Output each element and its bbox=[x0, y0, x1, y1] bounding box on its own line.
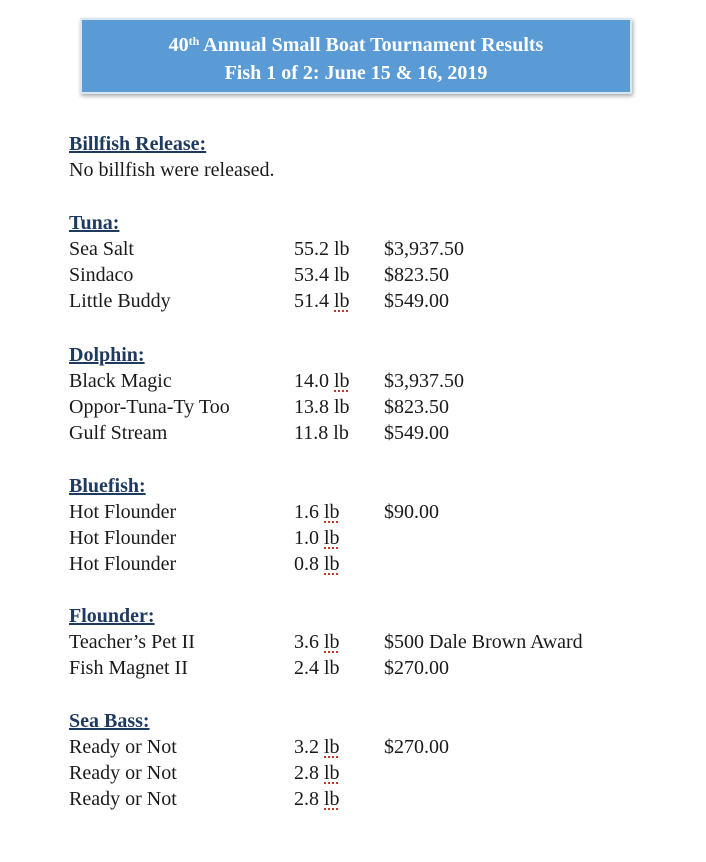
weight-unit: lb bbox=[324, 762, 340, 784]
result-row bbox=[69, 368, 669, 394]
fish-weight: 2.8 lb bbox=[294, 788, 340, 810]
boat-name: Hot Flounder bbox=[69, 553, 177, 575]
section-dolphin bbox=[69, 342, 669, 446]
fish-weight: 51.4 lb bbox=[294, 290, 350, 312]
boat-name: Hot Flounder bbox=[69, 527, 177, 549]
banner-subtitle: Fish 1 of 2: June 15 & 16, 2019 bbox=[224, 62, 488, 84]
fish-weight: 55.2 lb bbox=[294, 238, 350, 260]
weight-unit: lb bbox=[324, 657, 340, 679]
weight-unit: lb bbox=[324, 553, 340, 575]
section-title: Dolphin: bbox=[69, 344, 145, 366]
banner-ordinal-suffix: th bbox=[188, 34, 200, 48]
section-tuna bbox=[69, 210, 669, 314]
result-row bbox=[69, 394, 669, 420]
section-flounder bbox=[69, 603, 669, 681]
weight-unit: lb bbox=[334, 290, 350, 312]
fish-weight: 13.8 lb bbox=[294, 396, 350, 418]
prize-amount: $823.50 bbox=[384, 264, 449, 286]
fish-weight: 11.8 lb bbox=[294, 422, 349, 444]
boat-name: Sea Salt bbox=[69, 238, 134, 260]
prize-amount: $270.00 bbox=[384, 736, 449, 758]
prize-amount: $549.00 bbox=[384, 290, 449, 312]
weight-unit: lb bbox=[324, 501, 340, 523]
weight-unit: lb bbox=[334, 238, 350, 260]
boat-name: Sindaco bbox=[69, 264, 134, 286]
section-bluefish bbox=[69, 473, 669, 577]
result-row bbox=[69, 499, 669, 525]
boat-name: Ready or Not bbox=[69, 788, 177, 810]
section-billfish-release bbox=[69, 131, 669, 183]
result-row bbox=[69, 236, 669, 262]
weight-unit: lb bbox=[333, 422, 349, 444]
result-row bbox=[69, 760, 669, 786]
section-title: Sea Bass: bbox=[69, 710, 150, 732]
title-banner bbox=[80, 18, 632, 94]
weight-unit: lb bbox=[334, 264, 350, 286]
result-row bbox=[69, 551, 669, 577]
section-title: Bluefish: bbox=[69, 475, 146, 497]
fish-weight: 3.2 lb bbox=[294, 736, 340, 758]
boat-name: Gulf Stream bbox=[69, 422, 168, 444]
boat-name: Fish Magnet II bbox=[69, 657, 188, 679]
weight-unit: lb bbox=[334, 396, 350, 418]
prize-amount: $500 Dale Brown Award bbox=[384, 631, 583, 653]
boat-name: Ready or Not bbox=[69, 736, 177, 758]
section-title: Tuna: bbox=[69, 212, 120, 234]
section-title: Billfish Release: bbox=[69, 133, 207, 155]
boat-name: Little Buddy bbox=[69, 290, 171, 312]
weight-unit: lb bbox=[324, 527, 340, 549]
prize-amount: $3,937.50 bbox=[384, 238, 464, 260]
prize-amount: $90.00 bbox=[384, 501, 439, 523]
weight-unit: lb bbox=[324, 788, 340, 810]
prize-amount: $270.00 bbox=[384, 657, 449, 679]
banner-title-rest: Annual Small Boat Tournament Results bbox=[199, 34, 544, 56]
result-row bbox=[69, 525, 669, 551]
banner-ordinal-number: 40 bbox=[168, 34, 189, 56]
fish-weight: 1.0 lb bbox=[294, 527, 340, 549]
prize-amount: $823.50 bbox=[384, 396, 449, 418]
prize-amount: $549.00 bbox=[384, 422, 449, 444]
fish-weight: 2.4 lb bbox=[294, 657, 340, 679]
boat-name: Hot Flounder bbox=[69, 501, 177, 523]
prize-amount: $3,937.50 bbox=[384, 370, 464, 392]
fish-weight: 0.8 lb bbox=[294, 553, 340, 575]
result-row bbox=[69, 734, 669, 760]
boat-name: Teacher’s Pet II bbox=[69, 631, 195, 653]
result-row bbox=[69, 420, 669, 446]
section-sea-bass bbox=[69, 708, 669, 812]
fish-weight: 3.6 lb bbox=[294, 631, 340, 653]
result-row bbox=[69, 786, 669, 812]
fish-weight: 14.0 lb bbox=[294, 370, 350, 392]
result-row bbox=[69, 262, 669, 288]
result-row bbox=[69, 655, 669, 681]
weight-unit: lb bbox=[334, 370, 350, 392]
result-row bbox=[69, 288, 669, 314]
section-title: Flounder: bbox=[69, 605, 155, 627]
boat-name: Oppor-Tuna-Ty Too bbox=[69, 396, 230, 418]
fish-weight: 1.6 lb bbox=[294, 501, 340, 523]
fish-weight: 2.8 lb bbox=[294, 762, 340, 784]
billfish-note: No billfish were released. bbox=[69, 159, 275, 181]
banner-title bbox=[82, 31, 630, 59]
weight-unit: lb bbox=[324, 631, 340, 653]
weight-unit: lb bbox=[324, 736, 340, 758]
boat-name: Ready or Not bbox=[69, 762, 177, 784]
fish-weight: 53.4 lb bbox=[294, 264, 350, 286]
result-row bbox=[69, 629, 669, 655]
boat-name: Black Magic bbox=[69, 370, 172, 392]
